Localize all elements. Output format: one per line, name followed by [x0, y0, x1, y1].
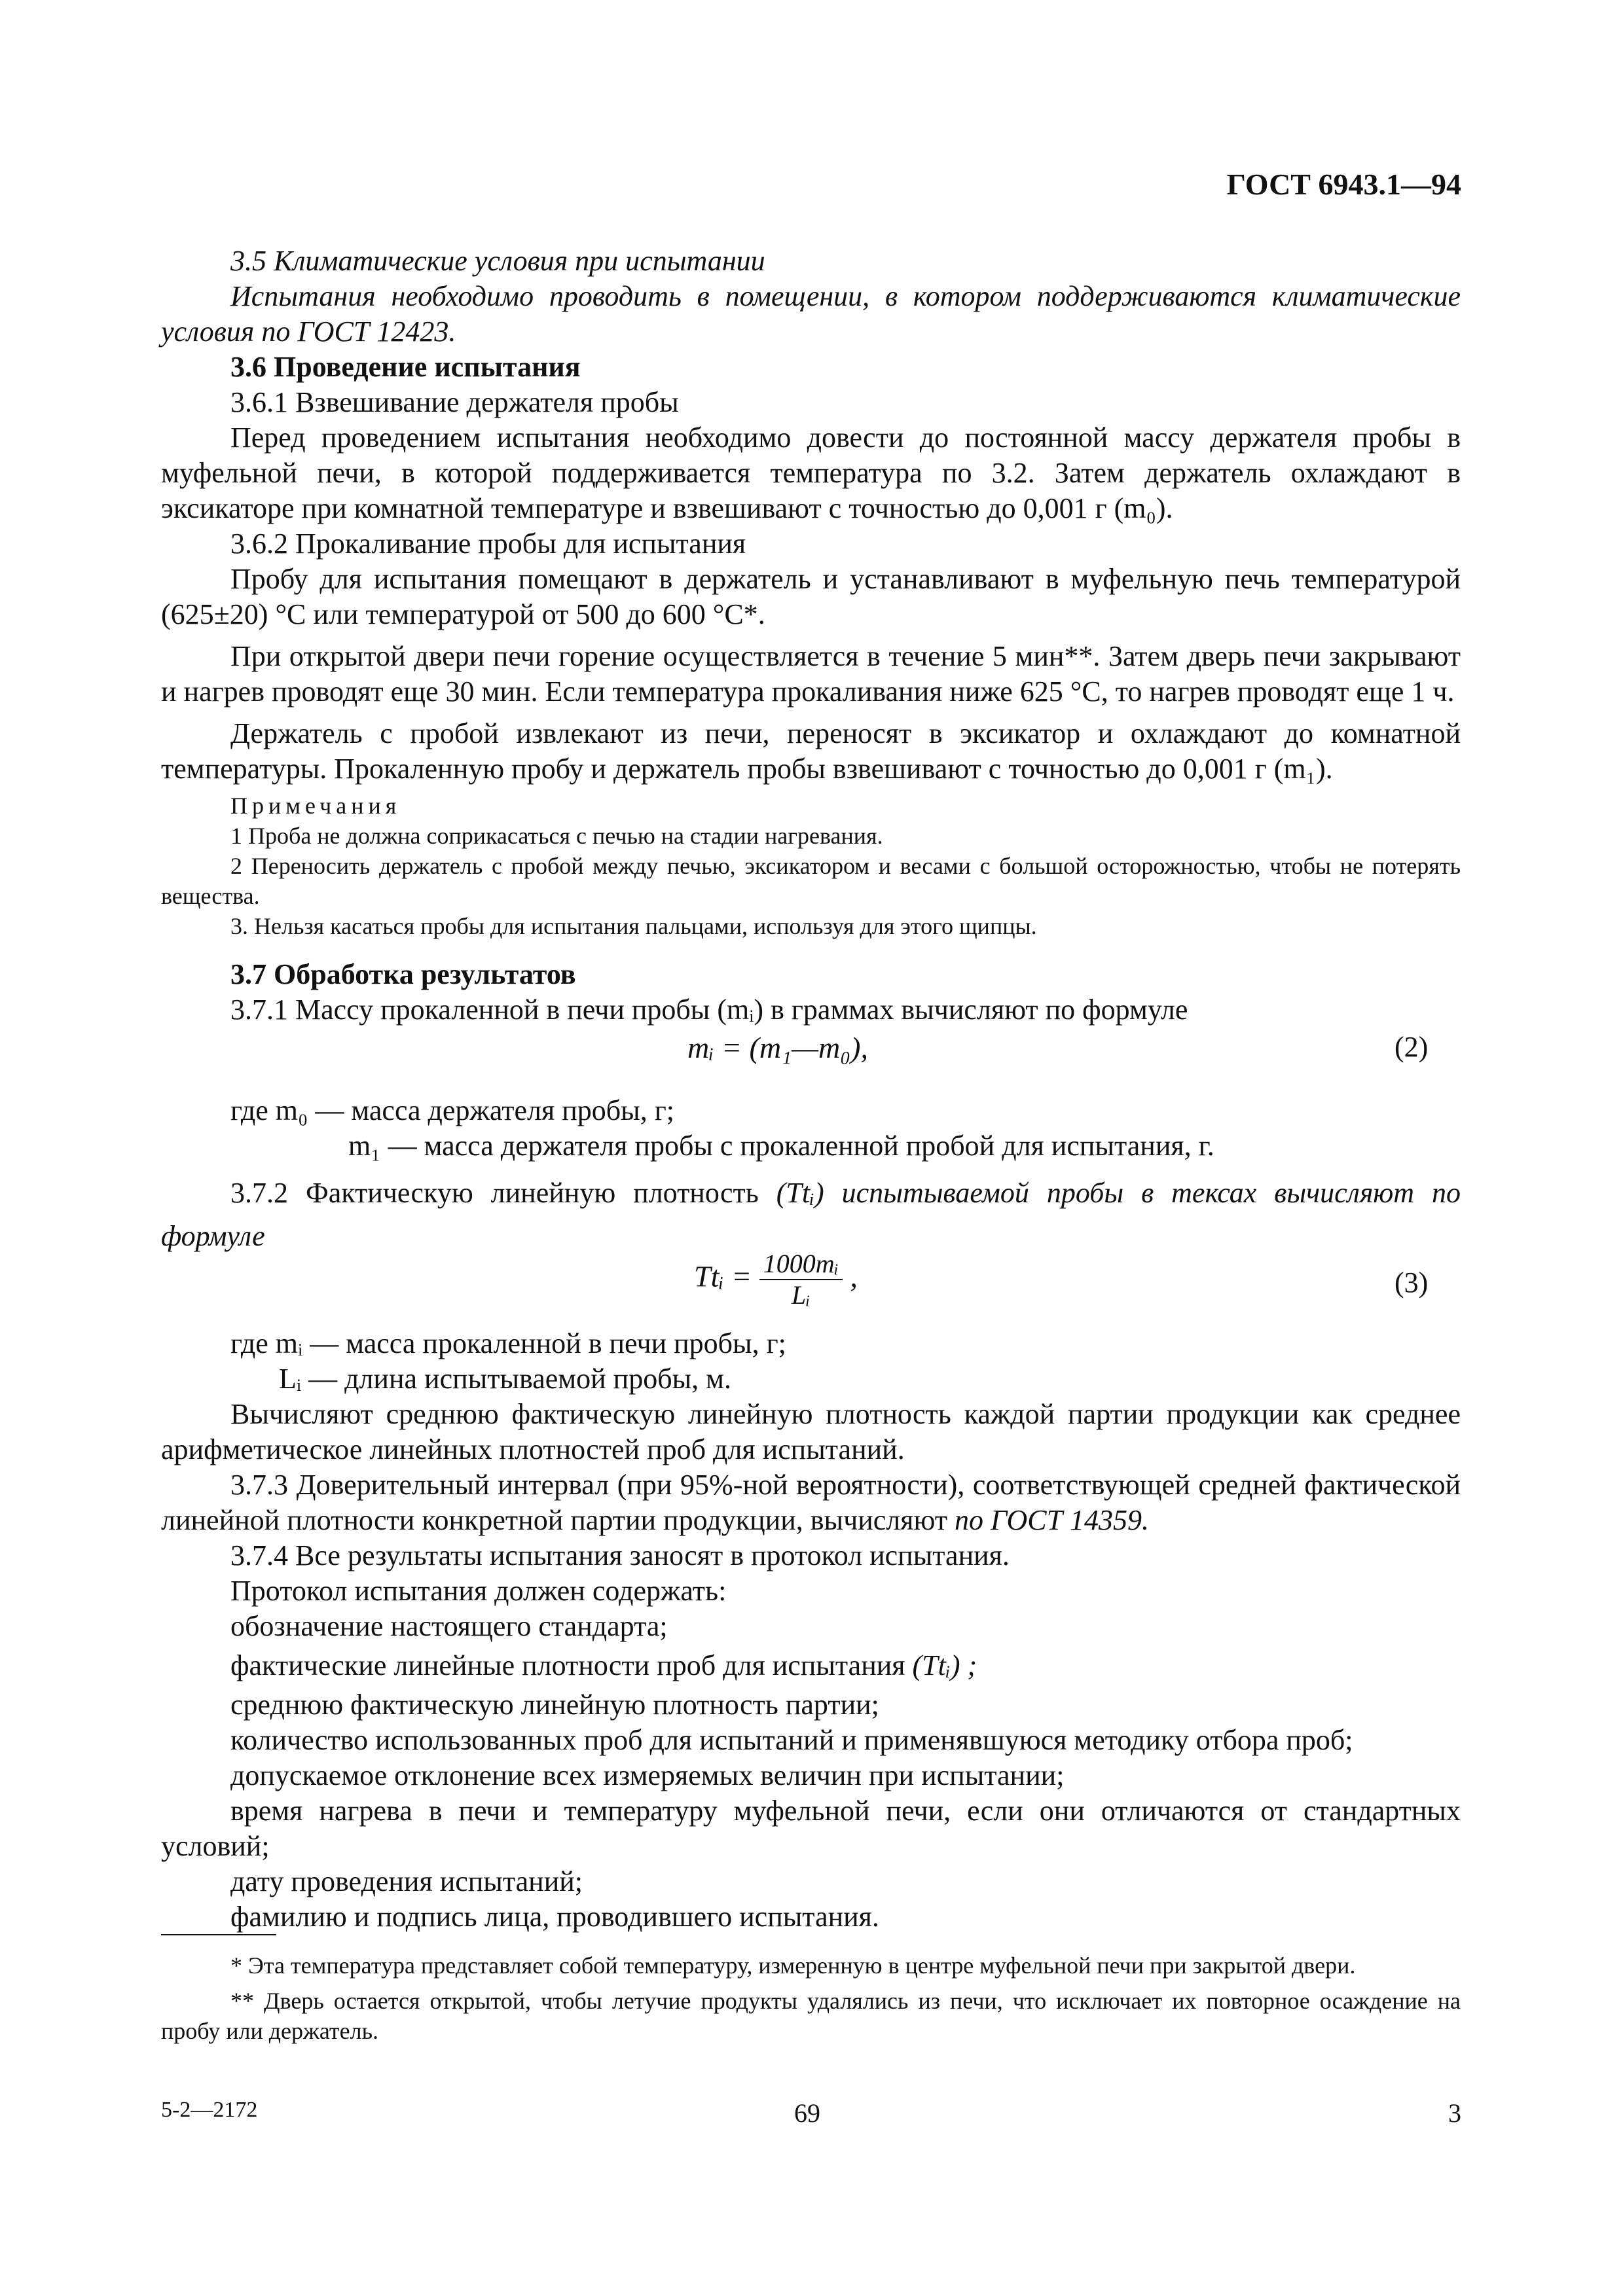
legend-m1: m₁ — масса держателя пробы с прокаленной пробой для испытания, г. — [348, 1130, 1214, 1162]
formula-3-numerator: 1000mᵢ — [759, 1249, 843, 1280]
protocol-item-5: допускаемое отклонение всех измеряемых величин при испытании; — [230, 1759, 1065, 1791]
section-3-7-4-text: 3.7.4 Все результаты испытания заносят в протокол испытания. — [230, 1539, 1010, 1571]
formula-3-number: (3) — [1395, 1266, 1429, 1299]
note-2: 2 Переносить держатель с пробой между печью, эксикатором и весами с большой осторожностью, чтобы не потерять вещества. — [161, 853, 1461, 909]
section-3-7-2 — [161, 1172, 1461, 1258]
average-density-text: Вычисляют среднюю фактическую линейную плотность каждой партии продукции как среднее арифметическое линейных плотностей проб для испытаний. — [161, 1398, 1461, 1465]
formula-3-lhs: Ttᵢ = — [694, 1259, 752, 1293]
legend-m0: где m₀ — масса держателя пробы, г; — [230, 1094, 674, 1126]
formula-3-denominator: Lᵢ — [792, 1280, 811, 1310]
section-3-7-1-text: 3.7.1 Массу прокаленной в печи пробы (mᵢ) в граммах вычисляют по формуле — [230, 994, 1188, 1026]
note-1: 1 Проба не должна соприкасаться с печью на стадии нагревания. — [230, 823, 883, 849]
footer-print-code: 5-2—2172 — [161, 2098, 258, 2122]
section-3-7-3-lead: 3.7.3 Доверительный интервал (при 95%-ной вероятности), соответствующей средней фактической линейной плотности конкретной партии продукции, вычисляют — [161, 1469, 1461, 1536]
section-3-6-2-title: 3.6.2 Прокаливание пробы для испытания — [230, 528, 746, 560]
section-3-6-1-text: Перед проведением испытания необходимо довести до постоянной массу держателя пробы в муфельной печи, в которой поддерживается температура по 3.2. Затем держатель охлаждают в эксикаторе при комнатной температуре и взвешивают с точностью до 0,001 г (m₀). — [161, 422, 1461, 524]
section-3-6 — [161, 350, 1461, 941]
section-3-7-header — [161, 957, 1461, 1028]
protocol-item-3: среднюю фактическую линейную плотность партии; — [230, 1689, 879, 1721]
section-3-6-title: 3.6 Проведение испытания — [230, 351, 581, 383]
legend-li: Lᵢ — длина испытываемой пробы, м. — [279, 1363, 732, 1395]
footnote-1: * Эта температура представляет собой температуру, измеренную в центре муфельной печи при закрытой двери. — [230, 1952, 1356, 1979]
protocol-item-6: время нагрева в печи и температуру муфельной печи, если они отличаются от стандартных условий; — [161, 1795, 1461, 1862]
protocol-item-2-symbol: (Ttᵢ) ; — [912, 1649, 977, 1681]
protocol-item-4: количество использованных проб для испытаний и применявшуюся методику отбора проб; — [230, 1724, 1353, 1756]
footnote-separator — [161, 1934, 276, 1935]
gost-14359-ref: по ГОСТ 14359. — [955, 1504, 1150, 1536]
section-3-7-rest — [161, 1326, 1461, 1935]
section-3-7-3-text — [161, 1467, 1461, 1538]
section-3-7-2-tail: испытываемой пробы в тексах вычисляют по формуле — [161, 1177, 1461, 1252]
footnote-2: ** Дверь остается открытой, чтобы летучие продукты удалялись из печи, что исключает их повторное осаждение на пробу или держатель. — [161, 1988, 1461, 2044]
formula-2-legend — [161, 1093, 1461, 1164]
protocol-item-1: обозначение настоящего стандарта; — [230, 1610, 668, 1642]
footer-page-number-center: 69 — [794, 2098, 820, 2128]
formula-2: mᵢ = (m₁—m₀), — [687, 1031, 868, 1064]
footnotes — [161, 1950, 1461, 2046]
protocol-item-7: дату проведения испытаний; — [230, 1865, 583, 1897]
footer-page-number-right: 3 — [1448, 2098, 1461, 2128]
protocol-item-2-text: фактические линейные плотности проб для испытания — [230, 1649, 905, 1681]
section-3-7-2-text — [161, 1172, 1461, 1258]
formula-3-fraction — [759, 1249, 843, 1310]
section-3-6-2-para-3: Держатель с пробой извлекают из печи, переносят в эксикатор и охлаждают до комнатной температуры. Прокаленную пробу и держатель пробы взвешивают с точностью до 0,001 г (m₁). — [161, 717, 1461, 785]
notes-title: Примечания — [230, 793, 401, 819]
section-3-5-text: Испытания необходимо проводить в помещении, в котором поддерживаются климатические условия по ГОСТ 12423. — [161, 280, 1461, 348]
formula-2-number: (2) — [1395, 1031, 1429, 1063]
section-3-6-1-title: 3.6.1 Взвешивание держателя пробы — [230, 386, 679, 418]
section-3-6-2-para-2: При открытой двери печи горение осуществляется в течение 5 мин**. Затем дверь печи закрывают и нагрев проводят еще 30 мин. Если температура прокаливания ниже 625 °С, то нагрев проводят еще 1 ч. — [161, 640, 1461, 708]
formula-3-comma: , — [850, 1259, 858, 1293]
protocol-item-8: фамилию и подпись лица, проводившего испытания. — [230, 1901, 879, 1933]
section-3-7-title: 3.7 Обработка результатов — [230, 958, 576, 990]
section-3-6-2-para-1: Пробу для испытания помещают в держатель и устанавливают в муфельную печь температурой (625±20) °С или температурой от 500 до 600 °С*. — [161, 563, 1461, 630]
section-3-5 — [161, 243, 1461, 350]
note-3: 3. Нельзя касаться пробы для испытания пальцами, используя для этого щипцы. — [230, 913, 1037, 939]
linear-density-symbol: (Ttᵢ) — [776, 1177, 824, 1209]
section-3-5-title: 3.5 Климатические условия при испытании — [230, 245, 765, 277]
protocol-item-2 — [161, 1644, 1461, 1687]
section-3-7-2-lead: 3.7.2 Фактическую линейную плотность — [230, 1177, 759, 1209]
formula-3 — [694, 1249, 858, 1310]
standard-code-header: ГОСТ 6943.1—94 — [1226, 168, 1461, 201]
legend-mi: где mᵢ — масса прокаленной в печи пробы, г; — [230, 1327, 786, 1359]
protocol-intro: Протокол испытания должен содержать: — [230, 1575, 727, 1607]
